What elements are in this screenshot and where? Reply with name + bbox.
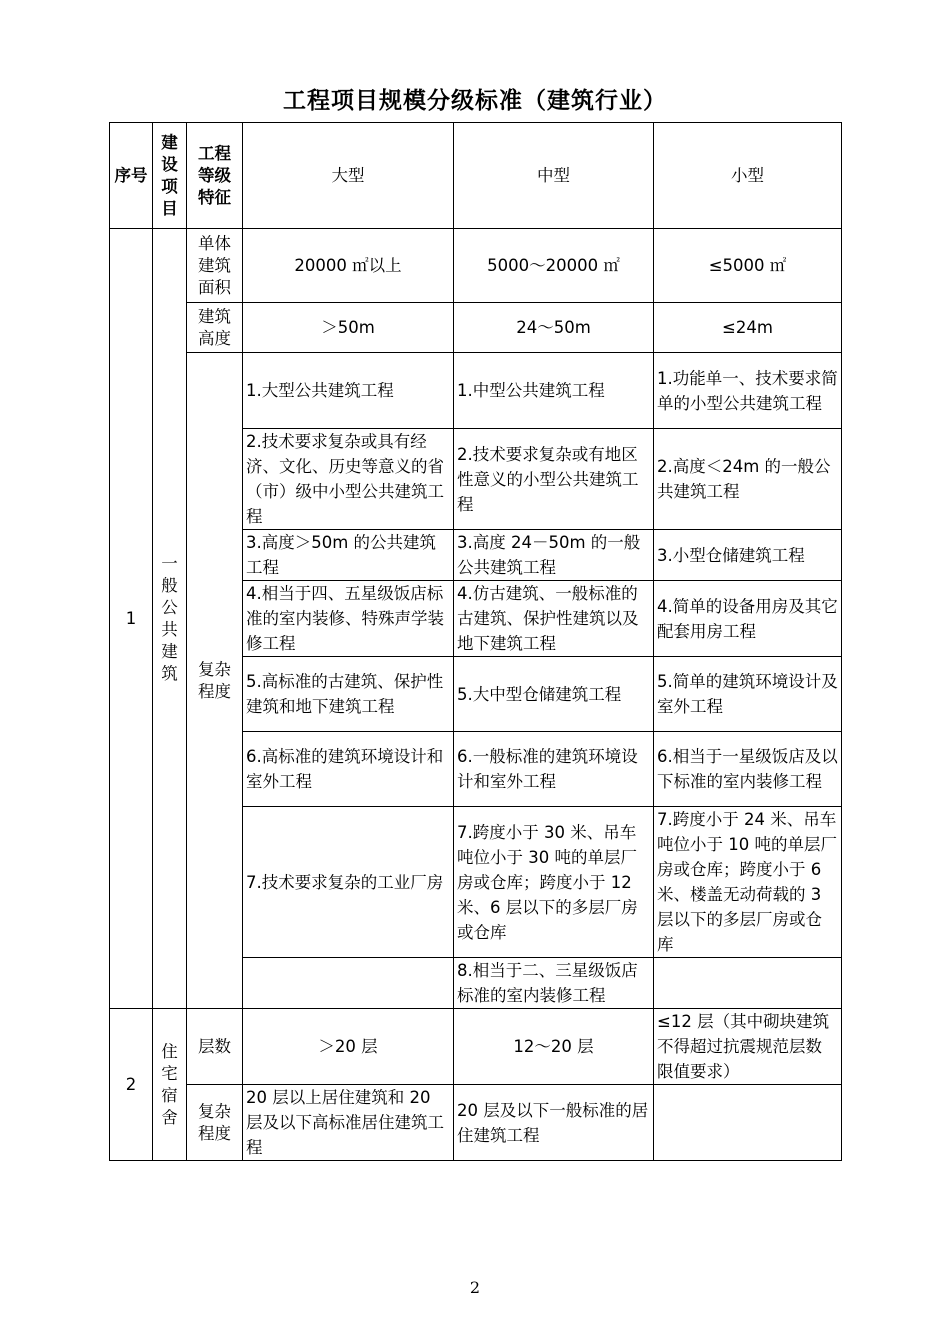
cell-small: 6.相当于一星级饭店及以下标准的室内装修工程 bbox=[654, 732, 842, 807]
page-number: 2 bbox=[469, 1278, 481, 1297]
height-medium: 24～50m bbox=[454, 303, 654, 353]
section1-name: 一般公共建筑 bbox=[153, 229, 187, 1009]
header-medium: 中型 bbox=[454, 123, 654, 229]
height-label: 建筑高度 bbox=[187, 303, 243, 353]
table-row bbox=[110, 1085, 842, 1161]
cell-large: 2.技术要求复杂或具有经济、文化、历史等意义的省（市）级中小型公共建筑工程 bbox=[243, 429, 454, 530]
cell-large: 6.高标准的建筑环境设计和室外工程 bbox=[243, 732, 454, 807]
cell-medium: 6.一般标准的建筑环境设计和室外工程 bbox=[454, 732, 654, 807]
table-row bbox=[110, 353, 842, 429]
header-feature: 工程等级特征 bbox=[187, 123, 243, 229]
residential-medium: 20 层及以下一般标准的居住建筑工程 bbox=[454, 1085, 654, 1161]
cell-medium: 2.技术要求复杂或有地区性意义的小型公共建筑工程 bbox=[454, 429, 654, 530]
cell-small: 5.简单的建筑环境设计及室外工程 bbox=[654, 657, 842, 732]
cell-small: 2.高度＜24m 的一般公共建筑工程 bbox=[654, 429, 842, 530]
cell-large: 7.技术要求复杂的工业厂房 bbox=[243, 807, 454, 958]
cell-medium: 3.高度 24－50m 的一般公共建筑工程 bbox=[454, 530, 654, 581]
floors-label: 层数 bbox=[187, 1009, 243, 1085]
area-label: 单体建筑面积 bbox=[187, 229, 243, 303]
residential-small bbox=[654, 1085, 842, 1161]
floors-medium: 12～20 层 bbox=[454, 1009, 654, 1085]
section2-seq: 2 bbox=[110, 1009, 153, 1161]
floors-large: ＞20 层 bbox=[243, 1009, 454, 1085]
header-large: 大型 bbox=[243, 123, 454, 229]
cell-small bbox=[654, 958, 842, 1009]
section2-name: 住宅宿舍 bbox=[153, 1009, 187, 1161]
residential-large: 20 层以上居住建筑和 20 层及以下高标准居住建筑工程 bbox=[243, 1085, 454, 1161]
height-large: ＞50m bbox=[243, 303, 454, 353]
residential-complexity-label: 复杂程度 bbox=[187, 1085, 243, 1161]
cell-small: 1.功能单一、技术要求简单的小型公共建筑工程 bbox=[654, 353, 842, 429]
cell-medium: 1.中型公共建筑工程 bbox=[454, 353, 654, 429]
cell-small: 4.简单的设备用房及其它配套用房工程 bbox=[654, 581, 842, 657]
cell-small: 3.小型仓储建筑工程 bbox=[654, 530, 842, 581]
cell-large: 3.高度＞50m 的公共建筑工程 bbox=[243, 530, 454, 581]
cell-large: 1.大型公共建筑工程 bbox=[243, 353, 454, 429]
cell-small: 7.跨度小于 24 米、吊车吨位小于 10 吨的单层厂房或仓库；跨度小于 6 米、楼盖无动荷载的 3 层以下的多层厂房或仓库 bbox=[654, 807, 842, 958]
area-medium: 5000～20000 ㎡ bbox=[454, 229, 654, 303]
table-row bbox=[110, 229, 842, 303]
header-row bbox=[110, 123, 842, 229]
area-large: 20000 ㎡以上 bbox=[243, 229, 454, 303]
floors-small: ≤12 层（其中砌块建筑不得超过抗震规范层数限值要求） bbox=[654, 1009, 842, 1085]
area-small: ≤5000 ㎡ bbox=[654, 229, 842, 303]
cell-medium: 8.相当于二、三星级饭店标准的室内装修工程 bbox=[454, 958, 654, 1009]
height-small: ≤24m bbox=[654, 303, 842, 353]
header-small: 小型 bbox=[654, 123, 842, 229]
section1-seq: 1 bbox=[110, 229, 153, 1009]
table-row bbox=[110, 1009, 842, 1085]
page-title: 工程项目规模分级标准（建筑行业） bbox=[283, 88, 667, 114]
scale-classification-table bbox=[109, 122, 842, 1161]
header-project: 建设项目 bbox=[153, 123, 187, 229]
complexity-label: 复杂程度 bbox=[187, 353, 243, 1009]
cell-medium: 4.仿古建筑、一般标准的古建筑、保护性建筑以及地下建筑工程 bbox=[454, 581, 654, 657]
cell-medium: 7.跨度小于 30 米、吊车吨位小于 30 吨的单层厂房或仓库；跨度小于 12 米、6 层以下的多层厂房或仓库 bbox=[454, 807, 654, 958]
header-seq: 序号 bbox=[110, 123, 153, 229]
cell-large: 5.高标准的古建筑、保护性建筑和地下建筑工程 bbox=[243, 657, 454, 732]
cell-medium: 5.大中型仓储建筑工程 bbox=[454, 657, 654, 732]
cell-large bbox=[243, 958, 454, 1009]
cell-large: 4.相当于四、五星级饭店标准的室内装修、特殊声学装修工程 bbox=[243, 581, 454, 657]
table-row bbox=[110, 303, 842, 353]
